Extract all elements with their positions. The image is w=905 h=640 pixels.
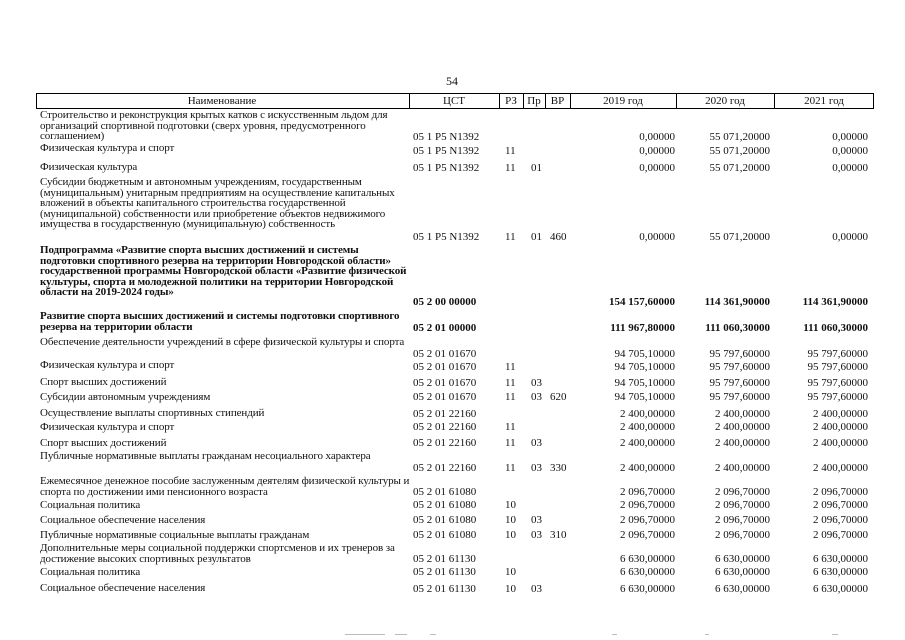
row-name: Публичные нормативные социальные выплаты гражданам xyxy=(40,529,310,541)
row-2019: 154 157,60000 xyxy=(609,296,675,308)
row-2021: 2 400,00000 xyxy=(813,437,868,449)
row-pr: 03 xyxy=(531,437,542,449)
row-2019: 94 705,10000 xyxy=(614,361,675,373)
row-2020: 95 797,60000 xyxy=(709,391,770,403)
row-cst: 05 2 01 01670 xyxy=(413,391,477,403)
row-pr: 03 xyxy=(531,377,542,389)
table-row xyxy=(36,498,872,511)
row-2021: 0,00000 xyxy=(832,162,868,174)
row-pr: 03 xyxy=(531,462,542,474)
row-2020: 2 096,70000 xyxy=(715,499,770,511)
row-rz: 11 xyxy=(505,437,516,449)
row-2021: 6 630,00000 xyxy=(813,583,868,595)
row-2021: 95 797,60000 xyxy=(807,348,868,360)
row-2021: 2 096,70000 xyxy=(813,529,868,541)
row-cst: 05 2 01 22160 xyxy=(413,408,477,420)
row-rz: 11 xyxy=(505,145,516,157)
header-cst: ЦСТ xyxy=(443,95,465,107)
table-row xyxy=(36,337,872,360)
row-2021: 6 630,00000 xyxy=(813,553,868,565)
row-name: Строительство и реконструкция крытых катков с искусственным льдом для организаций спортивной подготовки (сверх уровня, предусмотренного соглашением) xyxy=(40,109,388,142)
row-2020: 2 400,00000 xyxy=(715,437,770,449)
row-2020: 2 096,70000 xyxy=(715,514,770,526)
row-2020: 55 071,20000 xyxy=(709,162,770,174)
header-2020: 2020 год xyxy=(705,95,745,107)
row-rz: 10 xyxy=(505,499,516,511)
row-2021: 95 797,60000 xyxy=(807,361,868,373)
row-name: Субсидии автономным учреждениям xyxy=(40,391,211,403)
row-2019: 2 400,00000 xyxy=(620,421,675,433)
row-name: Спорт высших достижений xyxy=(40,376,167,388)
row-2019: 0,00000 xyxy=(639,145,675,157)
row-rz: 11 xyxy=(505,231,516,243)
row-2021: 2 400,00000 xyxy=(813,421,868,433)
row-pr: 03 xyxy=(531,514,542,526)
row-cst: 05 2 01 01670 xyxy=(413,348,477,360)
row-2020: 6 630,00000 xyxy=(715,566,770,578)
row-pr: 03 xyxy=(531,391,542,403)
row-2021: 0,00000 xyxy=(832,131,868,143)
row-2019: 0,00000 xyxy=(639,231,675,243)
row-2019: 2 096,70000 xyxy=(620,486,675,498)
table-row xyxy=(36,403,872,420)
table-row xyxy=(36,373,872,389)
table-row xyxy=(36,110,872,143)
row-2021: 114 361,90000 xyxy=(802,296,868,308)
row-2019: 2 400,00000 xyxy=(620,408,675,420)
row-rz: 10 xyxy=(505,566,516,578)
row-2019: 2 096,70000 xyxy=(620,529,675,541)
row-2019: 0,00000 xyxy=(639,131,675,143)
row-2019: 94 705,10000 xyxy=(614,391,675,403)
row-2019: 111 967,80000 xyxy=(610,322,675,334)
table-row xyxy=(36,177,872,243)
row-vr: 310 xyxy=(550,529,567,541)
row-rz: 11 xyxy=(505,162,516,174)
row-cst: 05 2 01 61080 xyxy=(413,529,477,541)
row-2021: 2 096,70000 xyxy=(813,499,868,511)
page-number: 54 xyxy=(446,74,458,88)
row-2020: 2 096,70000 xyxy=(715,486,770,498)
row-2021: 6 630,00000 xyxy=(813,566,868,578)
row-rz: 11 xyxy=(505,361,516,373)
row-2020: 95 797,60000 xyxy=(709,377,770,389)
row-vr: 330 xyxy=(550,462,567,474)
row-cst: 05 1 P5 N1392 xyxy=(413,162,480,174)
row-2021: 95 797,60000 xyxy=(807,391,868,403)
row-rz: 10 xyxy=(505,529,516,541)
row-2020: 111 060,30000 xyxy=(705,322,770,334)
row-cst: 05 2 01 22160 xyxy=(413,421,477,433)
table-row xyxy=(36,578,872,595)
row-cst: 05 1 P5 N1392 xyxy=(413,131,480,143)
row-pr: 01 xyxy=(531,162,542,174)
row-2019: 94 705,10000 xyxy=(614,377,675,389)
row-rz: 11 xyxy=(505,377,516,389)
row-cst: 05 2 00 00000 xyxy=(413,296,477,308)
row-cst: 05 2 01 61130 xyxy=(413,566,476,578)
row-2021: 2 400,00000 xyxy=(813,408,868,420)
table-row xyxy=(36,543,872,565)
row-2021: 0,00000 xyxy=(832,231,868,243)
row-name: Обеспечение деятельности учреждений в сфере физической культуры и спорта xyxy=(40,336,405,348)
scan-artifacts xyxy=(0,632,905,638)
row-cst: 05 2 01 01670 xyxy=(413,361,477,373)
header-pr: Пр xyxy=(527,95,541,107)
row-cst: 05 2 01 22160 xyxy=(413,437,477,449)
row-cst: 05 2 01 01670 xyxy=(413,377,477,389)
row-name: Подпрограмма «Развитие спорта высших достижений и системы подготовки спортивного резерва на территории Новгородской области» государственной программы Новгородской области «Развитие физической культуры, спорта и молодежной политики на территории Новгородской области на 2019-2024 годы» xyxy=(40,244,407,298)
row-cst: 05 2 01 61080 xyxy=(413,499,477,511)
row-rz: 11 xyxy=(505,462,516,474)
row-2019: 2 400,00000 xyxy=(620,437,675,449)
row-pr: 03 xyxy=(531,583,542,595)
row-rz: 11 xyxy=(505,421,516,433)
table-row xyxy=(36,360,872,373)
row-name: Публичные нормативные выплаты гражданам несоциального характера xyxy=(40,450,371,462)
table-row xyxy=(36,526,872,541)
row-pr: 01 xyxy=(531,231,542,243)
row-vr: 620 xyxy=(550,391,567,403)
row-2019: 6 630,00000 xyxy=(620,583,675,595)
row-2019: 94 705,10000 xyxy=(614,348,675,360)
row-name: Физическая культура и спорт xyxy=(40,421,175,433)
row-2020: 2 400,00000 xyxy=(715,462,770,474)
row-2021: 2 400,00000 xyxy=(813,462,868,474)
row-2021: 0,00000 xyxy=(832,145,868,157)
row-name: Осуществление выплаты спортивных стипендий xyxy=(40,407,265,419)
table-row xyxy=(36,389,872,403)
row-2020: 55 071,20000 xyxy=(709,131,770,143)
table-row xyxy=(36,565,872,578)
row-name: Субсидии бюджетным и автономным учреждениям, государственным (муниципальным) унитарным предприятиям на осуществление капитальных вложений в объекты капитального строительства государственной (муниципальной) собственности или приобретение объектов недвижимого имущества в государственную (муниципальную) собственность xyxy=(40,176,395,230)
row-name: Ежемесячное денежное пособие заслуженным деятелям физической культуры и спорта по достижении ими пенсионного возраста xyxy=(40,475,410,498)
row-name: Социальная политика xyxy=(40,566,141,578)
row-2021: 2 096,70000 xyxy=(813,486,868,498)
row-cst: 05 2 01 61130 xyxy=(413,583,476,595)
row-rz: 11 xyxy=(505,391,516,403)
table-row xyxy=(36,476,872,498)
table-row xyxy=(36,433,872,449)
table-row xyxy=(36,245,872,308)
row-vr: 460 xyxy=(550,231,567,243)
row-pr: 03 xyxy=(531,529,542,541)
row-cst: 05 2 01 61080 xyxy=(413,514,477,526)
row-2020: 2 400,00000 xyxy=(715,408,770,420)
row-2020: 95 797,60000 xyxy=(709,348,770,360)
row-2019: 6 630,00000 xyxy=(620,553,675,565)
row-rz: 10 xyxy=(505,514,516,526)
row-name: Социальное обеспечение населения xyxy=(40,582,206,594)
row-name: Физическая культура xyxy=(40,161,138,173)
row-2020: 55 071,20000 xyxy=(709,145,770,157)
row-cst: 05 1 P5 N1392 xyxy=(413,145,480,157)
row-2020: 6 630,00000 xyxy=(715,583,770,595)
row-cst: 05 2 01 61130 xyxy=(413,553,476,565)
row-name: Развитие спорта высших достижений и системы подготовки спортивного резерва на территории области xyxy=(40,310,400,333)
table-row xyxy=(36,451,872,474)
table-row xyxy=(36,420,872,433)
table-row xyxy=(36,511,872,526)
row-cst: 05 2 01 00000 xyxy=(413,322,477,334)
row-name: Дополнительные меры социальной поддержки спортсменов и их тренеров за достижение высоких спортивных результатов xyxy=(40,542,395,565)
header-name: Наименование xyxy=(187,95,257,107)
row-2021: 2 096,70000 xyxy=(813,514,868,526)
row-name: Социальное обеспечение населения xyxy=(40,514,206,526)
header-2021: 2021 год xyxy=(804,95,844,107)
row-2021: 111 060,30000 xyxy=(803,322,868,334)
row-name: Социальная политика xyxy=(40,499,141,511)
row-2020: 6 630,00000 xyxy=(715,553,770,565)
row-2019: 2 096,70000 xyxy=(620,514,675,526)
header-vr: ВР xyxy=(550,95,565,107)
header-rz: РЗ xyxy=(505,95,517,107)
row-2020: 114 361,90000 xyxy=(704,296,770,308)
row-2019: 0,00000 xyxy=(639,162,675,174)
row-2021: 95 797,60000 xyxy=(807,377,868,389)
row-cst: 05 2 01 61080 xyxy=(413,486,477,498)
row-name: Физическая культура и спорт xyxy=(40,142,175,154)
row-cst: 05 1 P5 N1392 xyxy=(413,231,480,243)
row-name: Спорт высших достижений xyxy=(40,437,167,449)
row-2019: 2 096,70000 xyxy=(620,499,675,511)
row-2019: 2 400,00000 xyxy=(620,462,675,474)
row-rz: 10 xyxy=(505,583,516,595)
row-2019: 6 630,00000 xyxy=(620,566,675,578)
row-name: Физическая культура и спорт xyxy=(40,359,175,371)
table-row xyxy=(36,311,872,334)
row-2020: 95 797,60000 xyxy=(709,361,770,373)
table-header xyxy=(36,93,874,109)
row-2020: 55 071,20000 xyxy=(709,231,770,243)
table-row xyxy=(36,157,872,174)
table-row xyxy=(36,143,872,157)
row-2020: 2 400,00000 xyxy=(715,421,770,433)
row-2020: 2 096,70000 xyxy=(715,529,770,541)
row-cst: 05 2 01 22160 xyxy=(413,462,477,474)
header-2019: 2019 год xyxy=(603,95,643,107)
